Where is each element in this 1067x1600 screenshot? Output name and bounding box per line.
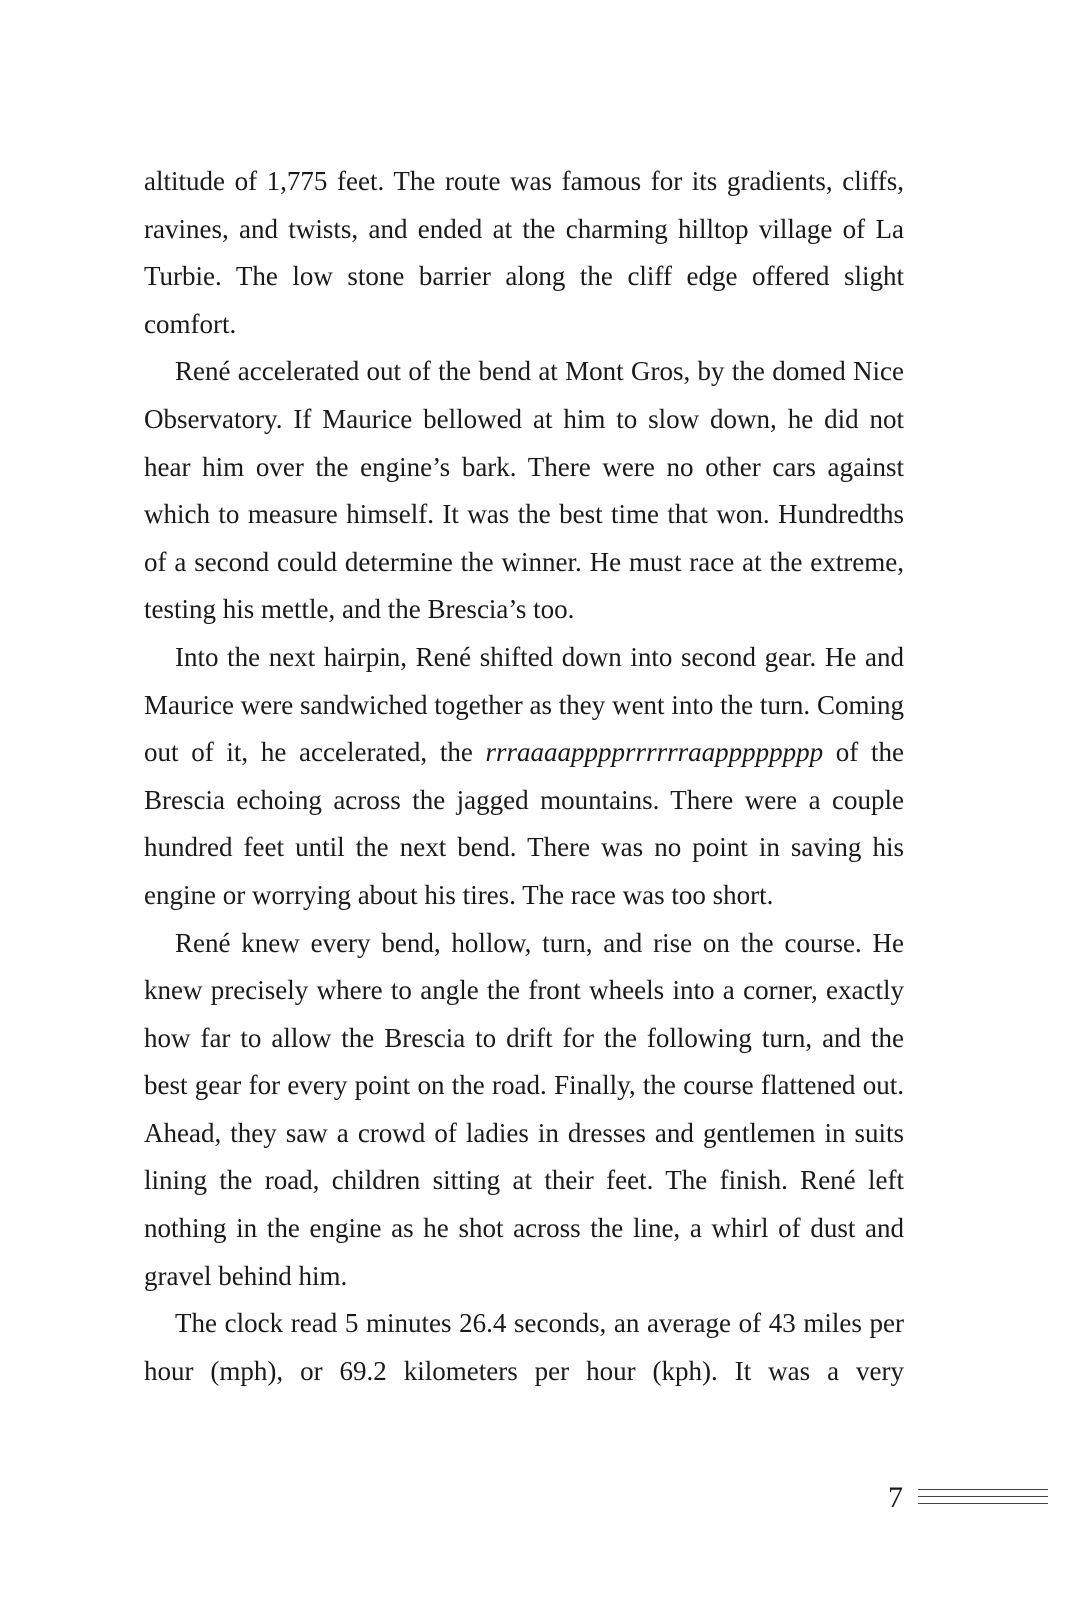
paragraph-1: altitude of 1,775 feet. The route was famous for its gradients, cliffs, ravines, and twists, and ended at the charming hilltop village of La Turbie. The low stone barrier along the cliff edge offered slight comfort. <box>144 166 904 339</box>
page-number: 7 <box>888 1481 903 1514</box>
footer-rule-line <box>918 1503 1048 1504</box>
engine-sound-italic: rrraaaapppprrrrrraapppppppp <box>485 737 824 768</box>
paragraph-2: René accelerated out of the bend at Mont Gros, by the domed Nice Observatory. If Maurice bellowed at him to slow down, he did not hear him over the engine’s bark. There were no other cars against which to measure himself. It was the best time that won. Hundredths of a second could determine the winner. He must race at the extreme, testing his mettle, and the Brescia’s too. <box>144 356 904 625</box>
footer-rule-line <box>918 1489 1048 1490</box>
page-footer <box>0 1478 1067 1518</box>
footer-rule-line <box>918 1496 1048 1497</box>
body-text <box>144 158 904 1395</box>
paragraph-3 <box>144 634 904 920</box>
paragraph-5: The clock read 5 minutes 26.4 seconds, an average of 43 miles per hour (mph), or 69.2 kilometers per hour (kph). It was a very <box>144 1308 904 1386</box>
paragraph-4: René knew every bend, hollow, turn, and rise on the course. He knew precisely where to angle the front wheels into a corner, exactly how far to allow the Brescia to drift for the following turn, and the best gear for every point on the road. Finally, the course flattened out. Ahead, they saw a crowd of ladies in dresses and gentlemen in suits lining the road, children sitting at their feet. The finish. René left nothing in the engine as he shot across the line, a whirl of dust and gravel behind him. <box>144 927 904 1291</box>
paragraph-3-end: of the Brescia echoing across the jagged mountains. There were a couple hundred feet until the next bend. There was no point in saving his engine or worrying about his tires. The race was too short. <box>144 737 904 910</box>
paragraph-3-start: Into the next hairpin, René shifted down into second gear. He and Maurice were sandwiched together as they went into the turn. Coming out of it, he accelerated, the <box>144 641 904 768</box>
